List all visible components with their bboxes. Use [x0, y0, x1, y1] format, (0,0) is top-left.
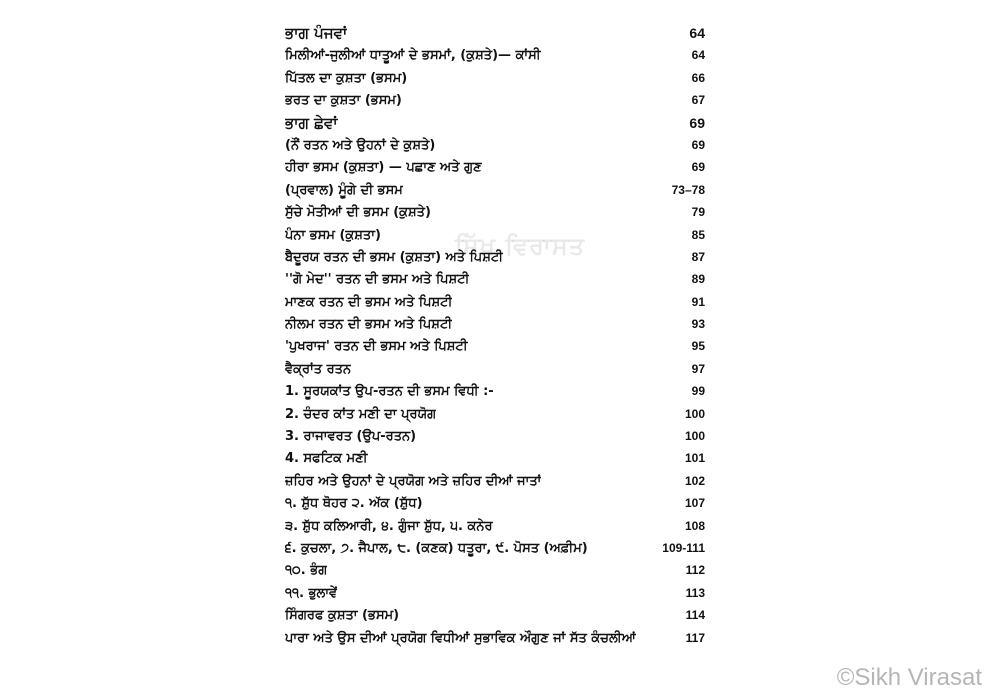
toc-entry [285, 403, 705, 425]
toc-entry-title: ਭਾਗ ਛੇਵਾਂ [285, 113, 338, 132]
toc-entry [285, 44, 705, 66]
toc-section-heading [285, 22, 705, 44]
toc-entry-page-number: 89 [691, 272, 705, 287]
toc-entry-title: 'ਪੁਖਰਾਜ' ਰਤਨ ਦੀ ਭਸਮ ਅਤੇ ਪਿਸ਼ਟੀ [285, 339, 468, 355]
toc-entry [285, 627, 705, 649]
toc-entry [285, 604, 705, 626]
toc-entry-page-number: 100 [684, 429, 705, 444]
toc-entry-page-number: 69 [691, 137, 705, 152]
toc-entry-page-number: 99 [691, 384, 705, 399]
toc-entry-title: ਨੀਲਮ ਰਤਨ ਦੀ ਭਸਮ ਅਤੇ ਪਿਸ਼ਟੀ [285, 317, 453, 333]
toc-entry-page-number: 100 [684, 406, 705, 421]
toc-entry [285, 156, 705, 178]
table-of-contents [285, 22, 705, 649]
toc-entry [285, 291, 705, 313]
toc-entry-title: ਵੈਕ੍ਰਾਂਤ ਰਤਨ [285, 361, 352, 377]
toc-entry [285, 537, 705, 559]
toc-entry [285, 380, 705, 402]
toc-entry [285, 582, 705, 604]
toc-entry [285, 67, 705, 89]
toc-entry-page-number: 69 [689, 114, 705, 131]
toc-entry-title: ੧੦. ਭੰਗ [285, 563, 328, 579]
toc-entry [285, 179, 705, 201]
toc-entry-title: ਪਾਰਾ ਅਤੇ ਉਸ ਦੀਆਂ ਪ੍ਰਯੋਗ ਵਿਧੀਆਂ ਸੁਭਾਵਿਕ ਔਗੁਣ ਜਾਂ ਸੱਤ ਕੰਚਲੀਆਂ [285, 630, 636, 646]
toc-entry-page-number: 102 [684, 473, 705, 488]
toc-entry [285, 335, 705, 357]
toc-entry-page-number: 114 [685, 608, 705, 623]
toc-entry-title: ਸੁੱਚੇ ਮੋਤੀਆਂ ਦੀ ਭਸਮ (ਕੁਸ਼ਤੇ) [285, 205, 431, 221]
toc-entry [285, 201, 705, 223]
toc-entry-page-number: 108 [684, 518, 705, 533]
toc-entry-title: ਸਿੰਗਰਫ ਕੁਸ਼ਤਾ (ਭਸਮ) [285, 608, 400, 624]
toc-entry-page-number: 97 [691, 361, 705, 376]
toc-entry-title: 4. ਸਫਟਿਕ ਮਣੀ [285, 451, 368, 467]
toc-entry-title: ਜ਼ਹਿਰ ਅਤੇ ਉਹਨਾਂ ਦੇ ਪ੍ਰਯੋਗ ਅਤੇ ਜ਼ਹਿਰ ਦੀਆਂ ਜਾਤਾਂ [285, 473, 542, 489]
toc-entry-title: ਭਰਤ ਦਾ ਕੁਸ਼ਤਾ (ਭਸਮ) [285, 93, 402, 109]
toc-entry [285, 515, 705, 537]
toc-entry-page-number: 95 [691, 339, 705, 354]
toc-entry-title: ੬. ਕੁਚਲਾ, ੭. ਜੈਪਾਲ, ੮. (ਕਣਕ) ਧਤੂਰਾ, ੯. ਪੋਸਤ (ਅਫ਼ੀਮ) [285, 540, 588, 556]
toc-entry-page-number: 93 [691, 317, 705, 332]
toc-entry-page-number: 69 [691, 160, 705, 175]
watermark-corner: ©Sikh Virasat [836, 664, 982, 691]
toc-entry-title: ਪੰਨਾ ਭਸਮ (ਕੁਸ਼ਤਾ) [285, 227, 381, 243]
toc-entry-page-number: 117 [685, 630, 705, 645]
toc-entry-page-number: 73–78 [671, 182, 705, 197]
toc-entry-title: ਭਾਗ ਪੰਜਵਾਂ [285, 24, 348, 42]
toc-entry [285, 313, 705, 335]
toc-entry-page-number: 64 [691, 48, 705, 63]
toc-entry [285, 559, 705, 581]
toc-entry-title: ਮਾਣਕ ਰਤਨ ਦੀ ਭਸਮ ਅਤੇ ਪਿਸ਼ਟੀ [285, 294, 453, 310]
toc-entry [285, 268, 705, 290]
toc-entry-title: ਬੈਦੂਰਯ ਰਤਨ ਦੀ ਭਸਮ (ਕੁਸ਼ਤਾ) ਅਤੇ ਪਿਸ਼ਟੀ [285, 249, 504, 265]
toc-entry-page-number: 67 [691, 93, 705, 108]
toc-entry-title: 1. ਸੂਰਯਕਾਂਤ ਉਪ-ਰਤਨ ਦੀ ਭਸਮ ਵਿਧੀ :- [285, 384, 494, 400]
toc-entry-page-number: 113 [685, 585, 705, 600]
toc-entry-title: 2. ਚੰਦਰ ਕਾਂਤ ਮਣੀ ਦਾ ਪ੍ਰਯੋਗ [285, 406, 437, 422]
toc-entry-title: ੧. ਸ਼ੁੱਧ ਥੋਹਰ ੨. ਅੱਕ (ਸ਼ੁੱਧ) [285, 496, 423, 512]
toc-entry-page-number: 79 [691, 205, 705, 220]
toc-entry [285, 447, 705, 469]
toc-entry [285, 492, 705, 514]
toc-entry-title: ੩. ਸ਼ੁੱਧ ਕਲਿਆਰੀ, ੪. ਗੁੰਜਾ ਸ਼ੁੱਧ, ੫. ਕਨੇਰ [285, 518, 493, 534]
toc-entry-title: ਹੀਰਾ ਭਸਮ (ਕੁਸ਼ਤਾ) — ਪਛਾਣ ਅਤੇ ਗੁਣ [285, 160, 482, 176]
toc-entry-page-number: 109-111 [662, 540, 705, 555]
toc-entry [285, 358, 705, 380]
toc-entry-title: ਪਿੱਤਲ ਦਾ ਕੁਸ਼ਤਾ (ਭਸਮ) [285, 70, 408, 86]
toc-entry-page-number: 66 [691, 70, 705, 85]
toc-entry-page-number: 91 [691, 294, 705, 309]
toc-entry-page-number: 101 [684, 451, 705, 466]
toc-entry-page-number: 87 [691, 249, 705, 264]
toc-entry [285, 470, 705, 492]
watermark-center: ਸਿੱਖ ਵਿਰਾਸਤ [455, 232, 586, 260]
toc-entry [285, 134, 705, 156]
toc-entry-page-number: 112 [685, 563, 705, 578]
toc-entry-page-number: 85 [691, 227, 705, 242]
toc-entry-title: ਮਿਲੀਆਂ-ਜੁਲੀਆਂ ਧਾਤੂਆਂ ਦੇ ਭਸਮਾਂ, (ਕੁਸ਼ਤੇ)— ਕਾਂਸੀ [285, 48, 541, 64]
toc-entry-title: (ਪ੍ਰਵਾਲ) ਮੂੰਗੇ ਦੀ ਭਸਮ [285, 182, 403, 198]
toc-entry [285, 425, 705, 447]
toc-entry [285, 89, 705, 111]
toc-entry-title: 3. ਰਾਜਾਵਰਤ (ਉਪ-ਰਤਨ) [285, 429, 417, 445]
toc-entry-title: ''ਗੋ ਮੇਦ'' ਰਤਨ ਦੀ ਭਸਮ ਅਤੇ ਪਿਸ਼ਟੀ [285, 272, 470, 288]
toc-section-heading [285, 112, 705, 134]
toc-entry-title: ੧੧. ਭੁਲਾਵੇਂ [285, 585, 338, 601]
toc-entry-page-number: 64 [689, 25, 705, 41]
toc-entry-title: (ਨੌਂ ਰਤਨ ਅਤੇ ਉਹਨਾਂ ਦੇ ਕੁਸ਼ਤੇ) [285, 137, 436, 153]
toc-entry-page-number: 107 [684, 496, 705, 511]
